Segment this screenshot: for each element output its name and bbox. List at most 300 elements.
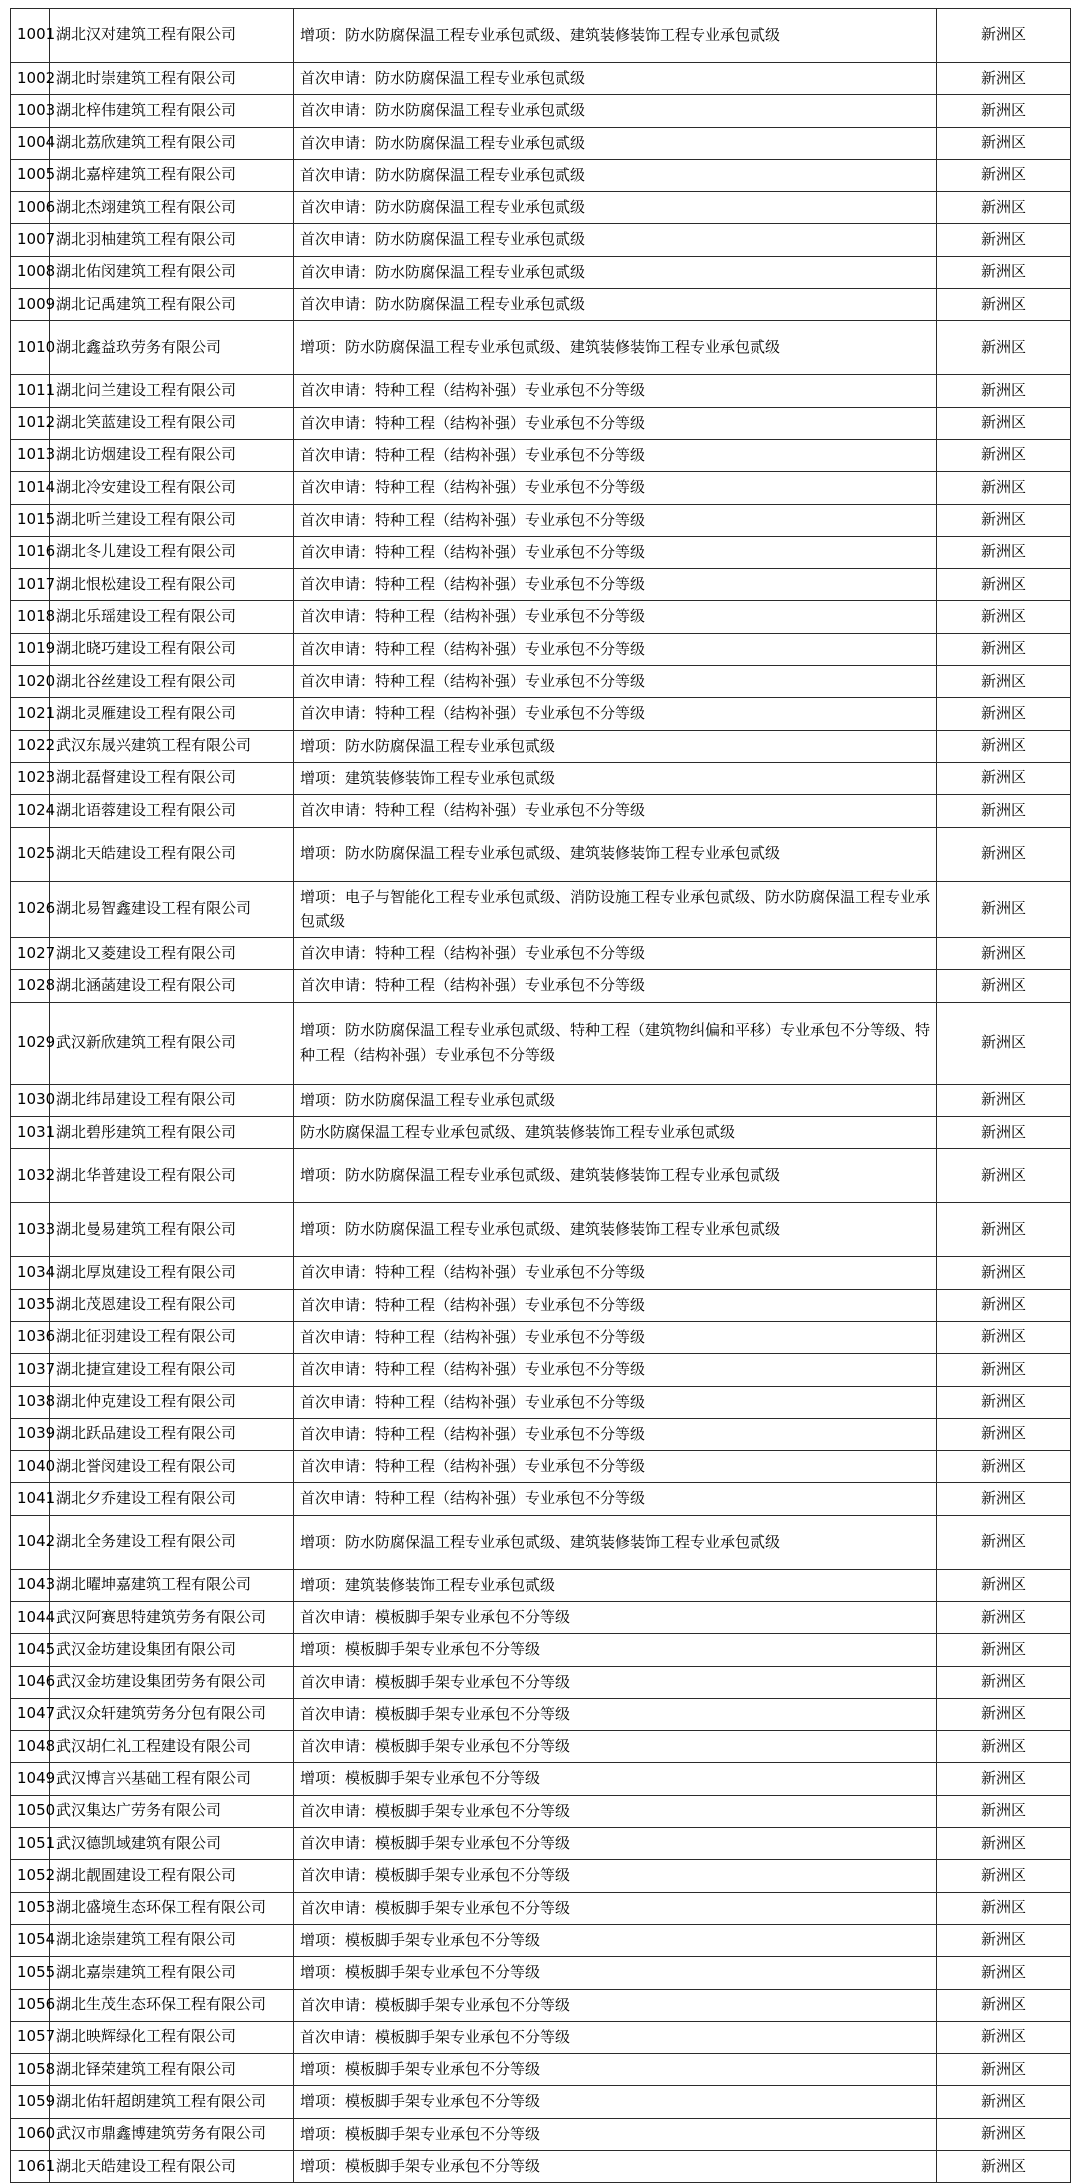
table-row [11,1451,1071,1483]
row-index-cell: 1048 [11,1731,50,1763]
row-index-cell: 1033 [11,1203,50,1257]
district-cell: 新洲区 [937,321,1071,375]
district-cell: 新洲区 [937,1386,1071,1418]
table-row [11,439,1071,471]
qualification-cell: 首次申请：防水防腐保温工程专业承包贰级 [294,256,937,288]
row-index-cell: 1061 [11,2151,50,2183]
table-row [11,881,1071,938]
qualification-cell: 首次申请：特种工程（结构补强）专业承包不分等级 [294,1451,937,1483]
row-index-cell: 1001 [11,9,50,63]
company-name-cell: 武汉集达广劳务有限公司 [50,1795,294,1827]
qualification-cell: 增项：模板脚手架专业承包不分等级 [294,1924,937,1956]
qualification-cell: 首次申请：特种工程（结构补强）专业承包不分等级 [294,569,937,601]
district-cell: 新洲区 [937,2054,1071,2086]
district-cell: 新洲区 [937,224,1071,256]
district-cell: 新洲区 [937,1828,1071,1860]
table-row [11,224,1071,256]
company-name-cell: 湖北恨松建设工程有限公司 [50,569,294,601]
company-name-cell: 湖北天皓建设工程有限公司 [50,2151,294,2183]
qualification-cell: 首次申请：防水防腐保温工程专业承包贰级 [294,289,937,321]
district-cell: 新洲区 [937,1451,1071,1483]
row-index-cell: 1060 [11,2118,50,2150]
row-index-cell: 1056 [11,1989,50,2021]
qualification-cell: 首次申请：特种工程（结构补强）专业承包不分等级 [294,375,937,407]
company-name-cell: 湖北笑蓝建设工程有限公司 [50,407,294,439]
company-name-cell: 武汉市鼎鑫博建筑劳务有限公司 [50,2118,294,2150]
table-row [11,375,1071,407]
company-name-cell: 武汉阿赛思特建筑劳务有限公司 [50,1601,294,1633]
row-index-cell: 1004 [11,127,50,159]
row-index-cell: 1007 [11,224,50,256]
qualification-cell: 增项：防水防腐保温工程专业承包贰级、建筑装修装饰工程专业承包贰级 [294,1203,937,1257]
qualification-cell: 增项：建筑装修装饰工程专业承包贰级 [294,762,937,794]
qualification-cell: 首次申请：特种工程（结构补强）专业承包不分等级 [294,536,937,568]
table-row [11,795,1071,827]
table-row [11,1860,1071,1892]
company-name-cell: 湖北天皓建设工程有限公司 [50,827,294,881]
table-row [11,192,1071,224]
row-index-cell: 1041 [11,1483,50,1515]
company-name-cell: 湖北灵雁建设工程有限公司 [50,698,294,730]
qualification-cell: 首次申请：模板脚手架专业承包不分等级 [294,1666,937,1698]
district-cell: 新洲区 [937,1354,1071,1386]
company-name-cell: 湖北跃品建设工程有限公司 [50,1418,294,1450]
qualification-cell: 首次申请：特种工程（结构补强）专业承包不分等级 [294,666,937,698]
qualification-cell: 首次申请：防水防腐保温工程专业承包贰级 [294,63,937,95]
company-name-cell: 湖北易智鑫建设工程有限公司 [50,881,294,938]
row-index-cell: 1012 [11,407,50,439]
row-index-cell: 1059 [11,2086,50,2118]
qualification-cell: 首次申请：特种工程（结构补强）专业承包不分等级 [294,601,937,633]
district-cell: 新洲区 [937,666,1071,698]
row-index-cell: 1014 [11,472,50,504]
table-row [11,827,1071,881]
table-row [11,1354,1071,1386]
district-cell: 新洲区 [937,970,1071,1002]
table-row [11,504,1071,536]
district-cell: 新洲区 [937,1634,1071,1666]
district-cell: 新洲区 [937,2086,1071,2118]
qualification-cell: 增项：防水防腐保温工程专业承包贰级、建筑装修装饰工程专业承包贰级 [294,827,937,881]
district-cell: 新洲区 [937,127,1071,159]
company-name-cell: 湖北听兰建设工程有限公司 [50,504,294,536]
district-cell: 新洲区 [937,1698,1071,1730]
district-cell: 新洲区 [937,795,1071,827]
row-index-cell: 1036 [11,1321,50,1353]
table-row [11,407,1071,439]
table-row [11,127,1071,159]
qualification-cell: 首次申请：模板脚手架专业承包不分等级 [294,1698,937,1730]
company-name-cell: 湖北全务建设工程有限公司 [50,1515,294,1569]
district-cell: 新洲区 [937,938,1071,970]
company-name-cell: 湖北曜坤嘉建筑工程有限公司 [50,1569,294,1601]
district-cell: 新洲区 [937,407,1071,439]
company-name-cell: 湖北问兰建设工程有限公司 [50,375,294,407]
row-index-cell: 1015 [11,504,50,536]
qualification-cell: 增项：模板脚手架专业承包不分等级 [294,2118,937,2150]
company-name-cell: 武汉金坊建设集团劳务有限公司 [50,1666,294,1698]
company-name-cell: 湖北生茂生态环保工程有限公司 [50,1989,294,2021]
table-row [11,1386,1071,1418]
table-row [11,2151,1071,2183]
district-cell: 新洲区 [937,159,1071,191]
district-cell: 新洲区 [937,762,1071,794]
company-name-cell: 湖北铎荣建筑工程有限公司 [50,2054,294,2086]
company-name-cell: 湖北夕乔建设工程有限公司 [50,1483,294,1515]
district-cell: 新洲区 [937,1666,1071,1698]
district-cell: 新洲区 [937,1084,1071,1116]
qualification-cell: 首次申请：特种工程（结构补强）专业承包不分等级 [294,1289,937,1321]
district-cell: 新洲区 [937,1321,1071,1353]
table-row [11,1601,1071,1633]
qualification-cell: 增项：防水防腐保温工程专业承包贰级、建筑装修装饰工程专业承包贰级 [294,1515,937,1569]
row-index-cell: 1057 [11,2021,50,2053]
district-cell: 新洲区 [937,2151,1071,2183]
company-name-cell: 湖北汉对建筑工程有限公司 [50,9,294,63]
row-index-cell: 1006 [11,192,50,224]
row-index-cell: 1045 [11,1634,50,1666]
qualification-cell: 首次申请：特种工程（结构补强）专业承包不分等级 [294,472,937,504]
qualification-cell: 首次申请：特种工程（结构补强）专业承包不分等级 [294,1418,937,1450]
district-cell: 新洲区 [937,1892,1071,1924]
qualification-cell: 增项：防水防腐保温工程专业承包贰级 [294,730,937,762]
table-row [11,321,1071,375]
qualification-cell: 防水防腐保温工程专业承包贰级、建筑装修装饰工程专业承包贰级 [294,1117,937,1149]
row-index-cell: 1053 [11,1892,50,1924]
qualification-cell: 首次申请：特种工程（结构补强）专业承包不分等级 [294,698,937,730]
company-name-cell: 湖北又菱建设工程有限公司 [50,938,294,970]
table-row [11,1666,1071,1698]
qualification-cell: 增项：防水防腐保温工程专业承包贰级、建筑装修装饰工程专业承包贰级 [294,1149,937,1203]
qualification-cell: 增项：防水防腐保温工程专业承包贰级 [294,1084,937,1116]
row-index-cell: 1040 [11,1451,50,1483]
table-row [11,1002,1071,1084]
qualification-cell: 首次申请：特种工程（结构补强）专业承包不分等级 [294,1354,937,1386]
qualification-cell: 增项：模板脚手架专业承包不分等级 [294,2086,937,2118]
company-name-cell: 湖北语蓉建设工程有限公司 [50,795,294,827]
table-row [11,762,1071,794]
row-index-cell: 1003 [11,95,50,127]
company-name-cell: 湖北映辉绿化工程有限公司 [50,2021,294,2053]
row-index-cell: 1032 [11,1149,50,1203]
row-index-cell: 1010 [11,321,50,375]
company-name-cell: 湖北碧彤建筑工程有限公司 [50,1117,294,1149]
row-index-cell: 1037 [11,1354,50,1386]
qualification-cell: 首次申请：模板脚手架专业承包不分等级 [294,1989,937,2021]
row-index-cell: 1046 [11,1666,50,1698]
qualification-cell: 首次申请：模板脚手架专业承包不分等级 [294,1795,937,1827]
row-index-cell: 1039 [11,1418,50,1450]
row-index-cell: 1054 [11,1924,50,1956]
company-name-cell: 湖北华普建设工程有限公司 [50,1149,294,1203]
qualification-cell: 增项：模板脚手架专业承包不分等级 [294,1957,937,1989]
row-index-cell: 1052 [11,1860,50,1892]
company-name-cell: 湖北盛境生态环保工程有限公司 [50,1892,294,1924]
district-cell: 新洲区 [937,2021,1071,2053]
district-cell: 新洲区 [937,730,1071,762]
row-index-cell: 1020 [11,666,50,698]
qualification-cell: 首次申请：模板脚手架专业承包不分等级 [294,1828,937,1860]
district-cell: 新洲区 [937,192,1071,224]
company-name-cell: 湖北征羽建设工程有限公司 [50,1321,294,1353]
qualification-cell: 首次申请：模板脚手架专业承包不分等级 [294,1892,937,1924]
row-index-cell: 1011 [11,375,50,407]
table-row [11,1418,1071,1450]
row-index-cell: 1017 [11,569,50,601]
company-name-cell: 湖北时崇建筑工程有限公司 [50,63,294,95]
table-row [11,633,1071,665]
company-name-cell: 湖北佑闵建筑工程有限公司 [50,256,294,288]
company-name-cell: 湖北涵菡建设工程有限公司 [50,970,294,1002]
company-name-cell: 湖北嘉崇建筑工程有限公司 [50,1957,294,1989]
row-index-cell: 1051 [11,1828,50,1860]
qualification-cell: 首次申请：模板脚手架专业承包不分等级 [294,1731,937,1763]
district-cell: 新洲区 [937,1795,1071,1827]
company-name-cell: 湖北途崇建筑工程有限公司 [50,1924,294,1956]
qualification-cell: 增项：模板脚手架专业承包不分等级 [294,2054,937,2086]
table-row [11,1569,1071,1601]
row-index-cell: 1005 [11,159,50,191]
table-row [11,1149,1071,1203]
table-row [11,2118,1071,2150]
qualification-cell: 首次申请：模板脚手架专业承包不分等级 [294,1860,937,1892]
row-index-cell: 1002 [11,63,50,95]
table-row [11,970,1071,1002]
company-name-cell: 湖北嘉梓建筑工程有限公司 [50,159,294,191]
row-index-cell: 1031 [11,1117,50,1149]
company-name-cell: 武汉博言兴基础工程有限公司 [50,1763,294,1795]
row-index-cell: 1042 [11,1515,50,1569]
district-cell: 新洲区 [937,1569,1071,1601]
table-row [11,1515,1071,1569]
qualification-cell: 首次申请：特种工程（结构补强）专业承包不分等级 [294,1321,937,1353]
district-cell: 新洲区 [937,472,1071,504]
qualification-cell: 增项：防水防腐保温工程专业承包贰级、建筑装修装饰工程专业承包贰级 [294,9,937,63]
district-cell: 新洲区 [937,1203,1071,1257]
district-cell: 新洲区 [937,1289,1071,1321]
district-cell: 新洲区 [937,2118,1071,2150]
district-cell: 新洲区 [937,1002,1071,1084]
qualification-cell: 增项：防水防腐保温工程专业承包贰级、特种工程（建筑物纠偏和平移）专业承包不分等级、特种工程（结构补强）专业承包不分等级 [294,1002,937,1084]
district-cell: 新洲区 [937,1860,1071,1892]
row-index-cell: 1013 [11,439,50,471]
district-cell: 新洲区 [937,1257,1071,1289]
company-name-cell: 武汉东晟兴建筑工程有限公司 [50,730,294,762]
company-name-cell: 湖北誉闵建设工程有限公司 [50,1451,294,1483]
qualification-cell: 增项：建筑装修装饰工程专业承包贰级 [294,1569,937,1601]
row-index-cell: 1028 [11,970,50,1002]
company-name-cell: 湖北鑫益玖劳务有限公司 [50,321,294,375]
row-index-cell: 1009 [11,289,50,321]
district-cell: 新洲区 [937,601,1071,633]
company-name-cell: 湖北访烟建设工程有限公司 [50,439,294,471]
table-row [11,1483,1071,1515]
table-row [11,63,1071,95]
district-cell: 新洲区 [937,1601,1071,1633]
qualification-cell: 增项：模板脚手架专业承包不分等级 [294,1634,937,1666]
row-index-cell: 1008 [11,256,50,288]
company-name-cell: 湖北佑轩超朗建筑工程有限公司 [50,2086,294,2118]
table-row [11,666,1071,698]
table-row [11,289,1071,321]
table-row [11,1828,1071,1860]
district-cell: 新洲区 [937,289,1071,321]
district-cell: 新洲区 [937,95,1071,127]
row-index-cell: 1035 [11,1289,50,1321]
table-row [11,1698,1071,1730]
company-name-cell: 湖北梓伟建筑工程有限公司 [50,95,294,127]
district-cell: 新洲区 [937,63,1071,95]
table-row [11,1795,1071,1827]
table-row [11,601,1071,633]
company-name-cell: 武汉金坊建设集团有限公司 [50,1634,294,1666]
row-index-cell: 1025 [11,827,50,881]
table-row [11,1892,1071,1924]
company-name-cell: 湖北曼易建筑工程有限公司 [50,1203,294,1257]
row-index-cell: 1029 [11,1002,50,1084]
district-cell: 新洲区 [937,1483,1071,1515]
qualification-cell: 首次申请：模板脚手架专业承包不分等级 [294,2021,937,2053]
district-cell: 新洲区 [937,827,1071,881]
company-name-cell: 湖北冷安建设工程有限公司 [50,472,294,504]
district-cell: 新洲区 [937,1957,1071,1989]
company-name-cell: 湖北茂恩建设工程有限公司 [50,1289,294,1321]
company-name-cell: 武汉胡仁礼工程建设有限公司 [50,1731,294,1763]
company-name-cell: 湖北乐瑶建设工程有限公司 [50,601,294,633]
row-index-cell: 1022 [11,730,50,762]
row-index-cell: 1021 [11,698,50,730]
qualification-cell: 首次申请：防水防腐保温工程专业承包贰级 [294,159,937,191]
table-row [11,1763,1071,1795]
table-row [11,1924,1071,1956]
table-row [11,1957,1071,1989]
row-index-cell: 1026 [11,881,50,938]
district-cell: 新洲区 [937,633,1071,665]
qualification-cell: 增项：电子与智能化工程专业承包贰级、消防设施工程专业承包贰级、防水防腐保温工程专业承包贰级 [294,881,937,938]
district-cell: 新洲区 [937,1731,1071,1763]
row-index-cell: 1058 [11,2054,50,2086]
qualification-cell: 首次申请：特种工程（结构补强）专业承包不分等级 [294,439,937,471]
table-row [11,1634,1071,1666]
district-cell: 新洲区 [937,698,1071,730]
qualification-cell: 首次申请：特种工程（结构补强）专业承包不分等级 [294,1257,937,1289]
company-name-cell: 湖北晓巧建设工程有限公司 [50,633,294,665]
table-row [11,1321,1071,1353]
company-name-cell: 湖北厚岚建设工程有限公司 [50,1257,294,1289]
company-name-cell: 湖北荔欣建筑工程有限公司 [50,127,294,159]
district-cell: 新洲区 [937,1989,1071,2021]
table-row [11,1731,1071,1763]
district-cell: 新洲区 [937,1117,1071,1149]
qualification-cell: 增项：防水防腐保温工程专业承包贰级、建筑装修装饰工程专业承包贰级 [294,321,937,375]
company-name-cell: 湖北杰翊建筑工程有限公司 [50,192,294,224]
district-cell: 新洲区 [937,1763,1071,1795]
qualification-application-table [10,8,1071,2183]
qualification-cell: 首次申请：特种工程（结构补强）专业承包不分等级 [294,970,937,1002]
row-index-cell: 1049 [11,1763,50,1795]
qualification-cell: 首次申请：防水防腐保温工程专业承包贰级 [294,95,937,127]
table-row [11,569,1071,601]
qualification-cell: 首次申请：防水防腐保温工程专业承包贰级 [294,224,937,256]
table-row [11,1257,1071,1289]
table-row [11,698,1071,730]
table-row [11,256,1071,288]
district-cell: 新洲区 [937,881,1071,938]
table-row [11,95,1071,127]
company-name-cell: 武汉新欣建筑工程有限公司 [50,1002,294,1084]
row-index-cell: 1018 [11,601,50,633]
qualification-cell: 增项：模板脚手架专业承包不分等级 [294,2151,937,2183]
table-row [11,1203,1071,1257]
company-name-cell: 湖北捷宣建设工程有限公司 [50,1354,294,1386]
qualification-cell: 首次申请：防水防腐保温工程专业承包贰级 [294,192,937,224]
district-cell: 新洲区 [937,439,1071,471]
row-index-cell: 1024 [11,795,50,827]
qualification-cell: 首次申请：特种工程（结构补强）专业承包不分等级 [294,1483,937,1515]
company-name-cell: 湖北记禹建筑工程有限公司 [50,289,294,321]
table-row [11,2054,1071,2086]
table-row [11,1289,1071,1321]
district-cell: 新洲区 [937,375,1071,407]
row-index-cell: 1038 [11,1386,50,1418]
row-index-cell: 1016 [11,536,50,568]
row-index-cell: 1019 [11,633,50,665]
table-row [11,159,1071,191]
table-row [11,2086,1071,2118]
table-row [11,1117,1071,1149]
table-row [11,2021,1071,2053]
qualification-cell: 首次申请：特种工程（结构补强）专业承包不分等级 [294,407,937,439]
company-name-cell: 湖北羽柚建筑工程有限公司 [50,224,294,256]
table-row [11,1084,1071,1116]
company-name-cell: 武汉众轩建筑劳务分包有限公司 [50,1698,294,1730]
row-index-cell: 1055 [11,1957,50,1989]
row-index-cell: 1043 [11,1569,50,1601]
district-cell: 新洲区 [937,569,1071,601]
row-index-cell: 1044 [11,1601,50,1633]
district-cell: 新洲区 [937,504,1071,536]
company-name-cell: 湖北磊督建设工程有限公司 [50,762,294,794]
qualification-cell: 首次申请：防水防腐保温工程专业承包贰级 [294,127,937,159]
district-cell: 新洲区 [937,1924,1071,1956]
row-index-cell: 1027 [11,938,50,970]
qualification-cell: 首次申请：特种工程（结构补强）专业承包不分等级 [294,504,937,536]
row-index-cell: 1023 [11,762,50,794]
company-name-cell: 湖北谷丝建设工程有限公司 [50,666,294,698]
qualification-cell: 首次申请：特种工程（结构补强）专业承包不分等级 [294,633,937,665]
district-cell: 新洲区 [937,1515,1071,1569]
row-index-cell: 1034 [11,1257,50,1289]
table-row [11,938,1071,970]
district-cell: 新洲区 [937,9,1071,63]
row-index-cell: 1030 [11,1084,50,1116]
qualification-cell: 首次申请：特种工程（结构补强）专业承包不分等级 [294,1386,937,1418]
district-cell: 新洲区 [937,256,1071,288]
row-index-cell: 1047 [11,1698,50,1730]
district-cell: 新洲区 [937,1418,1071,1450]
company-name-cell: 湖北靓圄建设工程有限公司 [50,1860,294,1892]
table-row [11,536,1071,568]
qualification-cell: 首次申请：特种工程（结构补强）专业承包不分等级 [294,795,937,827]
company-name-cell: 湖北仲克建设工程有限公司 [50,1386,294,1418]
company-name-cell: 武汉德凯域建筑有限公司 [50,1828,294,1860]
row-index-cell: 1050 [11,1795,50,1827]
table-row [11,9,1071,63]
company-name-cell: 湖北冬儿建设工程有限公司 [50,536,294,568]
table-row [11,1989,1071,2021]
qualification-cell: 首次申请：特种工程（结构补强）专业承包不分等级 [294,938,937,970]
qualification-cell: 首次申请：模板脚手架专业承包不分等级 [294,1601,937,1633]
